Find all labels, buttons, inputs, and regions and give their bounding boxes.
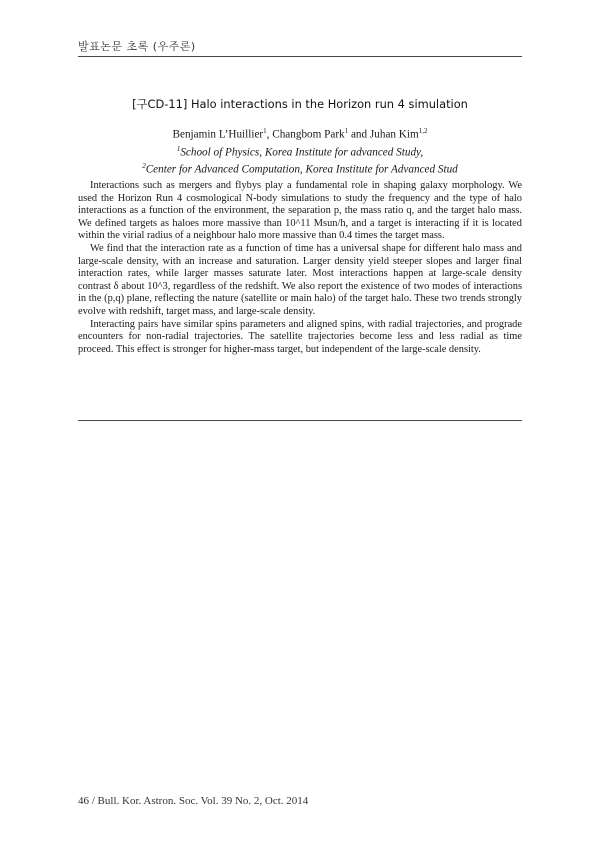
author-name: Benjamin L’Huillier <box>172 128 264 141</box>
author-block <box>78 124 522 177</box>
paper-title-text: Halo interactions in the Horizon run 4 simulation <box>190 97 468 111</box>
abstract-paragraph: We find that the interaction rate as a function of time has a universal shape for different halo mass and large-scale density, with an increase and saturation. Larger density yield steeper slopes and larger final interaction rates, while larger masses saturate later. Most interactions happen at large-scale density contrast δ about 10^3, regardless of the redshift. We also report the existence of two modes of interactions in the (p,q) plane, reflecting the nature (satellite or main halo) of the target halo. These two trends strongly evolve with redshift, target mass, and large-scale density. <box>78 242 522 317</box>
running-header: 발표논문 초록 (우주론) <box>78 40 196 53</box>
author-name: Changbom Park <box>272 128 345 141</box>
author-affil-marker: 1,2 <box>418 127 428 135</box>
affil-marker: 1 <box>176 144 181 153</box>
author-name: Juhan Kim <box>369 128 419 141</box>
author-affil-marker: 1 <box>263 127 267 135</box>
header-rule <box>78 56 522 57</box>
abstract-paragraph: Interacting pairs have similar spins parameters and aligned spins, with radial trajectories, and prograde encounters for non-radial trajectories. The satellite trajectories become less and less radial as time proceed. This effect is stronger for higher-mass target, but independent of the large-scale density. <box>78 318 522 355</box>
author-list <box>78 124 522 142</box>
affiliation <box>78 159 522 177</box>
abstract-paragraph: Interactions such as mergers and flybys play a fundamental role in shaping galaxy morphology. We used the Horizon Run 4 cosmological N-body simulations to study the frequency and the type of halo interactions as a function of the environment, the separation p, the mass ratio q, and the target halo mass. We defined targets as haloes more massive than 10^11 Msun/h, and a target is interacting if it is located within the virial radius of a neighbour halo more massive than 0.4 times the target mass. <box>78 180 522 242</box>
affil-text: School of Physics, Korea Institute for advanced Study, <box>180 146 424 159</box>
affil-text: Center for Advanced Computation, Korea Institute for Advanced Stud <box>145 164 458 177</box>
page-footer: 46 / Bull. Kor. Astron. Soc. Vol. 39 No. 2, Oct. 2014 <box>78 795 309 807</box>
author-separator: and <box>348 128 370 141</box>
affiliation <box>78 142 522 160</box>
author-separator: , <box>266 128 273 141</box>
author-affil-marker: 1 <box>344 127 349 135</box>
abstract-rule <box>78 420 522 421</box>
paper-title <box>78 96 522 112</box>
affil-marker: 2 <box>142 162 146 171</box>
paper-code: [구CD-11] <box>132 97 188 111</box>
abstract <box>78 180 522 356</box>
